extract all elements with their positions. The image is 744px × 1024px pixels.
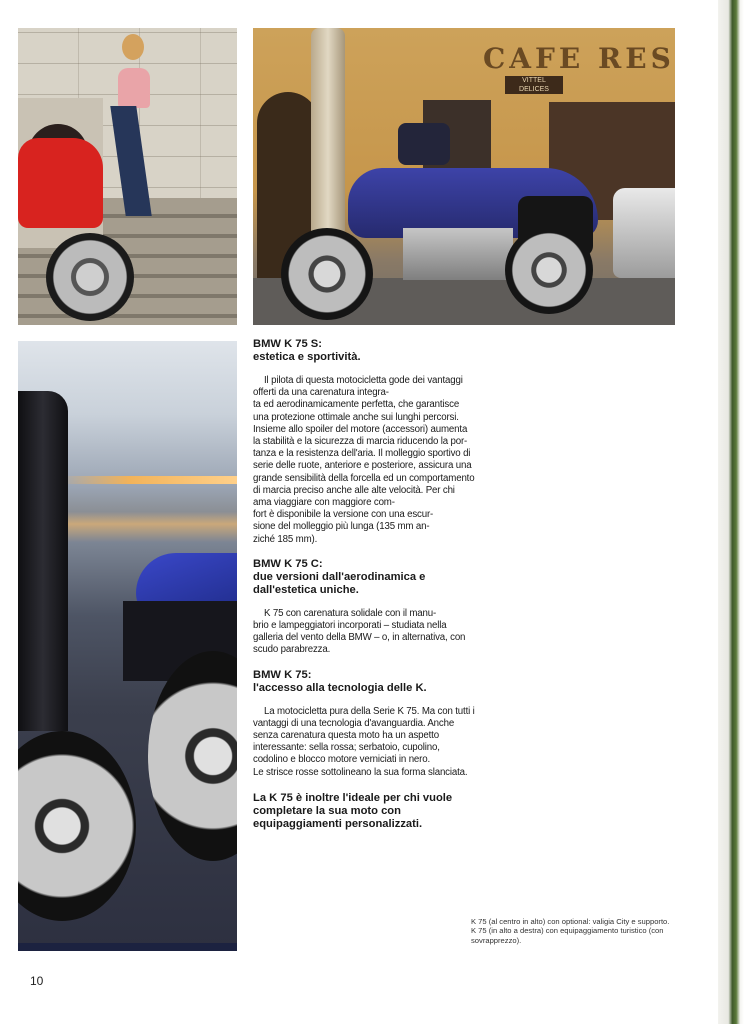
woman-head [122,34,144,60]
photo-blue-k75-in-motion [18,341,237,951]
text-column [253,337,475,842]
section-heading-k75c: BMW K 75 C: due versioni dall'aerodinamica e dall'estetica uniche. [253,557,426,596]
photo-bottom-strip [18,943,237,951]
motion-wheel-left [18,731,136,921]
tree-trunk [311,28,345,238]
bike-front-wheel [281,228,373,320]
photo-red-k75-on-steps [18,28,237,325]
bike-front-wheel [46,233,134,321]
light-streak [58,476,237,484]
rider-leather-jacket [18,391,68,731]
vittel-sign: VITTEL DELICES [505,76,563,94]
section-heading-k75s: BMW K 75 S: estetica e sportività. [253,338,361,363]
page-edge [718,0,744,1024]
white-motorcycle [613,188,675,278]
section-body-k75c: K 75 con carenatura solidale con il manu- brio e lampeggiatori incorporati – studiata nella galleria del vento della BMW – o, in alternativa, con scudo parabrezza. [253,607,466,656]
red-bike-body [18,138,103,228]
cafe-sign: CAFE RES [483,42,675,75]
section-body-k75: La motocicletta pura della Serie K 75. Ma con tutti i vantaggi di una tecnologia d'avanguardia. Anche senza carenatura questa moto ha un aspetto interessante: sella rossa; serbatoio, cupolino, codolino e blocco motore verniciati in nero. Le strisce rosse sottolineano la sua forma slanciata. [253,705,475,778]
photo-caption: K 75 (al centro in alto) con optional: valigia City e supporto. K 75 (in alto a destra) con equipaggiamento turistico (con sovrapprezzo). [471,917,670,945]
closing-statement: La K 75 è inoltre l'ideale per chi vuole completare la sua moto con equipaggiamenti personalizzati. [253,791,453,830]
bike-rear-wheel [505,226,593,314]
bike-engine [403,228,513,280]
tank-bag [398,123,450,165]
woman-pink-shirt [118,68,150,108]
section-body-k75s: Il pilota di questa motocicletta gode dei vantaggi offerti da una carenatura integra- ta ed aerodinamicamente perfetta, che garantisce una protezione ottimale anche sui lunghi percorsi. Insieme allo spoiler del motore (accessori) aumenta la stabilità e la sicurezza di marcia riducendo la por- tanza e la resistenza dell'aria. Il molleggio sportivo di serie delle ruote, anteriore e posteriore, assicura una grande sensibilità della forcella ed un comportamento di marcia preciso anche alle alte velocità. Per chi ama viaggiare con maggiore com- fort è disponibile la versione con una escur- sione del molleggio più lunga (135 mm an- ziché 185 mm). [253,375,475,545]
motion-wheel-right [148,651,237,861]
photo-blue-k75-at-cafe [253,28,675,325]
page-number: 10 [30,974,44,988]
section-heading-k75: BMW K 75: l'accesso alla tecnologia delle K. [253,668,427,694]
